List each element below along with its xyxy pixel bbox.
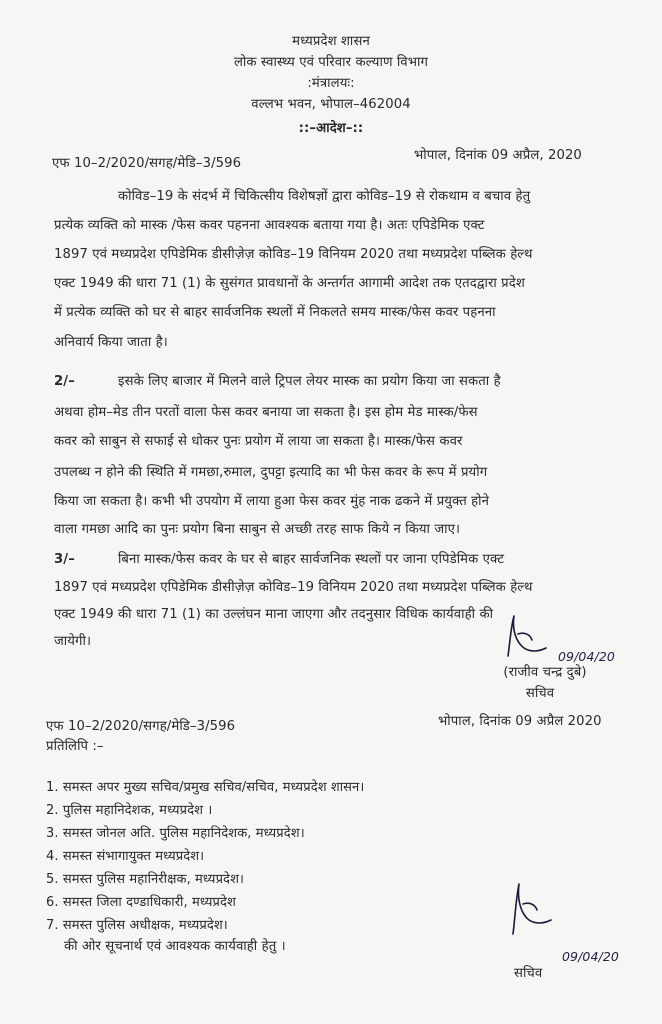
order-place-date: भोपाल, दिनांक 09 अप्रैल, 2020 <box>414 148 582 163</box>
govt-name: मध्यप्रदेश शासन <box>292 34 370 49</box>
para2-line: इसके लिए बाजार में मिलने वाले ट्रिपल लेयर मास्क का प्रयोग किया जा सकता है <box>118 374 501 389</box>
signatory-name: (राजीव चन्द्र दुबे) <box>503 665 587 680</box>
signature-2 <box>505 878 565 938</box>
para3-line: एक्ट 1949 की धारा 71 (1) का उल्लंघन माना जाएगा और तदनुसार विधिक कार्यवाही की <box>54 607 494 622</box>
signatory-title: सचिव <box>525 686 555 701</box>
para2-line: अथवा होम–मेड तीन परतों वाला फेस कवर बनाया जा सकता है। इस होम मेड मास्क/फेस <box>54 405 478 420</box>
signature-1-date: 09/04/20 <box>558 649 615 664</box>
para1-line: 1897 एवं मध्यप्रदेश एपिडेमिक डीसीज़ेज़ कोविड–19 विनियम 2020 तथा मध्यप्रदेश पब्लिक हेल्थ <box>54 247 533 262</box>
para2-line: किया जा सकता है। कभी भी उपयोग में लाया हुआ फेस कवर मुंह नाक ढकने में प्रयुक्त होने <box>54 494 490 509</box>
copy-closing: की ओर सूचनार्थ एवं आवश्यक कार्यवाही हेतु । <box>64 939 286 954</box>
para3-line: 1897 एवं मध्यप्रदेश एपिडेमिक डीसीज़ेज़ कोविड–19 विनियम 2020 तथा मध्यप्रदेश पब्लिक हेल्थ <box>54 580 533 595</box>
order-reference: एफ 10–2/2020/सगह/मेडि–3/596 <box>52 156 242 171</box>
para3-line: बिना मास्क/फेस कवर के घर से बाहर सार्वजनिक स्थलों पर जाना एपिडेमिक एक्ट <box>118 552 505 567</box>
list-item: 5. समस्त पुलिस महानिरीक्षक, मध्यप्रदेश। <box>46 872 245 887</box>
para1-line: अनिवार्य किया जाता है। <box>54 335 168 350</box>
copy-reference: एफ 10–2/2020/सगह/मेडि–3/596 <box>46 719 236 734</box>
para2-line: वाला गमछा आदि का पुनः प्रयोग बिना साबुन से अच्छी तरह साफ किये न किया जाए। <box>54 522 461 537</box>
list-item: 1. समस्त अपर मुख्य सचिव/प्रमुख सचिव/सचिव, मध्यप्रदेश शासन। <box>46 780 365 795</box>
copy-place-date: भोपाल, दिनांक 09 अप्रैल 2020 <box>438 714 602 729</box>
para1-line: एक्ट 1949 की धारा 71 (1) के सुसंगत प्रावधानों के अन्तर्गत आगामी आदेश तक एतदद्वारा प्रदेश <box>54 276 525 291</box>
list-item: 2. पुलिस महानिदेशक, मध्यप्रदेश । <box>46 803 213 818</box>
address: वल्लभ भवन, भोपाल–462004 <box>251 97 411 112</box>
para1-line: प्रत्येक व्यक्ति को मास्क /फेस कवर पहनना आवश्यक बताया गया है। अतः एपिडेमिक एक्ट <box>54 218 485 233</box>
para1-line: में प्रत्येक व्यक्ति को घर से बाहर सार्वजनिक स्थलों में निकलते समय मास्क/फेस कवर पहनना <box>54 305 496 320</box>
list-item: 6. समस्त जिला दण्डाधिकारी, मध्यप्रदेश <box>46 895 236 910</box>
list-item: 4. समस्त संभागायुक्त मध्यप्रदेश। <box>46 849 205 864</box>
para2-line: कवर को साबुन से सफाई से धोकर पुनः प्रयोग में लाया जा सकता है। मास्क/फेस कवर <box>54 434 463 449</box>
ministry-label: :मंत्रालयः: <box>307 76 355 91</box>
list-item: 7. समस्त पुलिस अधीक्षक, मध्यप्रदेश। <box>46 918 228 933</box>
para3-line: जायेगी। <box>54 634 92 649</box>
para3-number: 3/– <box>54 552 75 567</box>
para2-line: उपलब्ध न होने की स्थिति में गमछा,रुमाल, दुपट्टा इत्यादि का भी फेस कवर के रूप में प्रयोग <box>54 465 488 480</box>
copy-label: प्रतिलिपि :– <box>46 739 104 754</box>
para1-line: कोविड–19 के संदर्भ में चिकित्सीय विशेषज्ञों द्वारा कोविड–19 से रोकथाम व बचाव हेतु <box>118 189 531 204</box>
copy-signatory-title: सचिव <box>514 966 543 981</box>
signature-2-date: 09/04/20 <box>562 949 619 964</box>
para2-number: 2/– <box>54 374 75 389</box>
list-item: 3. समस्त जोनल अति. पुलिस महानिदेशक, मध्यप्रदेश। <box>46 826 305 841</box>
department-name: लोक स्वास्थ्य एवं परिवार कल्याण विभाग <box>233 55 429 70</box>
order-title: ::–आदेश–:: <box>298 121 364 136</box>
